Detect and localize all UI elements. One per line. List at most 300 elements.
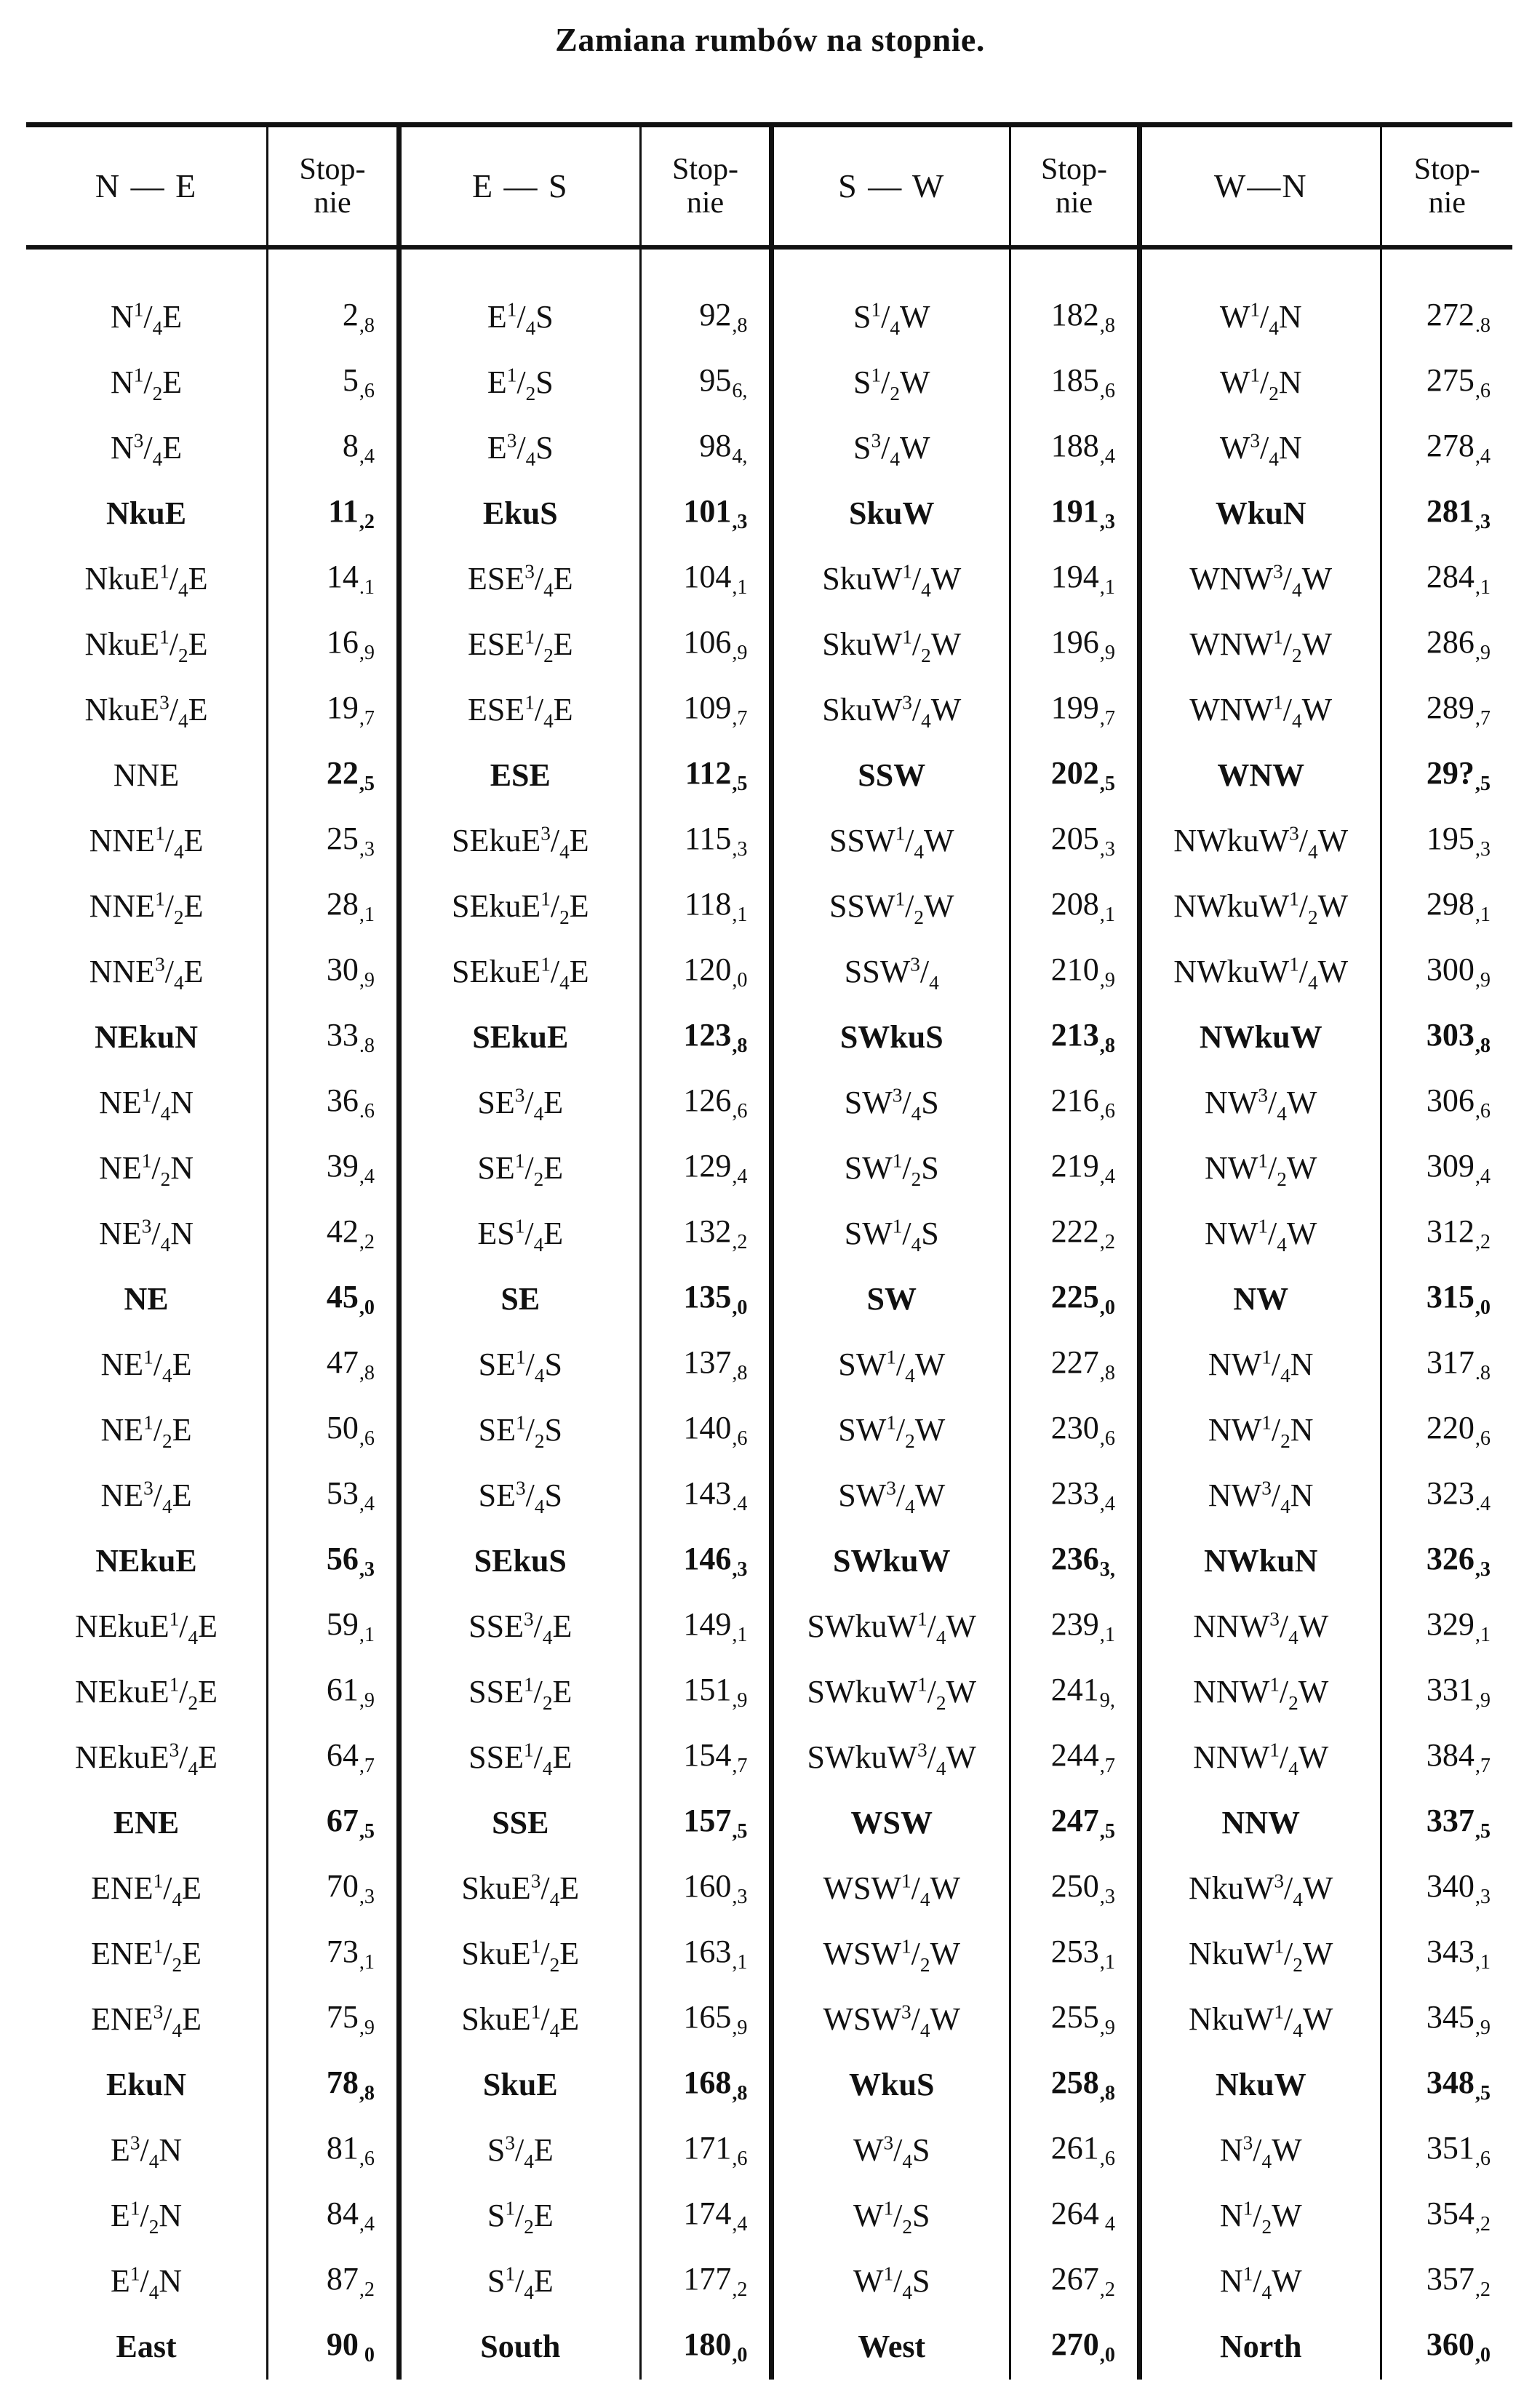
- degrees-cell: $191_{,3}$: [1010, 481, 1140, 546]
- degrees-cell: $143_{.4}$: [640, 1463, 772, 1528]
- degrees-cell: $163_{,1}$: [640, 1921, 772, 1987]
- degrees-cell: $101_{,3}$: [640, 481, 772, 546]
- header-degrees-2: Stop- nie: [640, 125, 772, 247]
- degrees-cell: $286_{,9}$: [1381, 612, 1512, 677]
- rhumb-cell: $NW^1/_2W$: [1139, 1136, 1381, 1201]
- degrees-cell: $343_{,1}$: [1381, 1921, 1512, 1987]
- degrees-cell: $45_{,0}$: [268, 1267, 399, 1332]
- rhumb-cell: NEkuE: [95, 1542, 197, 1579]
- rhumb-cell: NkuW: [1139, 2052, 1381, 2118]
- table-row: [26, 1267, 1512, 1332]
- rhumb-cell: $E^1/_4N$: [110, 2262, 183, 2303]
- table-row: [26, 808, 1512, 874]
- table-row: [26, 1528, 1512, 1594]
- rhumb-cell: $S^1/_4W$: [772, 247, 1010, 350]
- degrees-cell: $118_{,1}$: [640, 874, 772, 939]
- rhumb-cell: $SEkuE^3/_4E$: [399, 808, 640, 874]
- degrees-cell: $241_{9,}$: [1010, 1659, 1140, 1725]
- rhumb-cell: $E^3/_4N$: [110, 2131, 183, 2172]
- rhumb-cell: $NkuE^1/_4E$: [84, 559, 208, 601]
- rhumb-cell: NkuE: [106, 495, 187, 531]
- rhumb-cell: $SWkuW^1/_4W$: [772, 1594, 1010, 1659]
- degrees-cell: $261_{,6}$: [1010, 2118, 1140, 2183]
- degrees-cell: $278_{,4}$: [1381, 415, 1512, 481]
- table-row: [26, 2118, 1512, 2183]
- degrees-cell: $154_{,7}$: [640, 1725, 772, 1790]
- degrees-cell: $219_{,4}$: [1010, 1136, 1140, 1201]
- degrees-cell: $180_{,0}$: [640, 2314, 772, 2380]
- rhumb-cell: $S^3/_4E$: [399, 2118, 640, 2183]
- degrees-cell: $174_{,4}$: [640, 2183, 772, 2249]
- rhumb-to-degrees-table: [26, 122, 1512, 2380]
- degrees-cell: $236_{3,}$: [1010, 1528, 1140, 1594]
- rhumb-cell: $NkuE^1/_2E$: [84, 625, 208, 666]
- degrees-cell: $275_{,6}$: [1381, 350, 1512, 415]
- degrees-cell: $202_{,5}$: [1010, 743, 1140, 808]
- table-row: [26, 939, 1512, 1005]
- degrees-cell: $81_{,6}$: [268, 2118, 399, 2183]
- degrees-cell: $115_{,3}$: [640, 808, 772, 874]
- degrees-cell: $267_{,2}$: [1010, 2249, 1140, 2314]
- rhumb-cell: $SkuW^1/_4W$: [772, 546, 1010, 612]
- degrees-cell: $87_{,2}$: [268, 2249, 399, 2314]
- table-row: [26, 481, 1512, 546]
- header-degrees-1: Stop- nie: [268, 125, 399, 247]
- degrees-cell: $53_{,4}$: [268, 1463, 399, 1528]
- rhumb-cell: NEkuN: [95, 1018, 198, 1055]
- degrees-cell: $188_{,4}$: [1010, 415, 1140, 481]
- degrees-cell: $284_{,1}$: [1381, 546, 1512, 612]
- rhumb-cell: $ES^1/_4E$: [399, 1201, 640, 1267]
- degrees-cell: $244_{,7}$: [1010, 1725, 1140, 1790]
- degrees-cell: $289_{,7}$: [1381, 677, 1512, 743]
- rhumb-cell: East: [116, 2328, 177, 2364]
- rhumb-cell: $SkuE^3/_4E$: [399, 1856, 640, 1921]
- table-row: [26, 1856, 1512, 1921]
- degrees-cell: $357_{,2}$: [1381, 2249, 1512, 2314]
- degrees-cell: $194_{,1}$: [1010, 546, 1140, 612]
- degrees-cell: $309_{,4}$: [1381, 1136, 1512, 1201]
- rhumb-cell: $W^3/_4S$: [772, 2118, 1010, 2183]
- degrees-cell: $126_{,6}$: [640, 1070, 772, 1136]
- table-row: [26, 1397, 1512, 1463]
- rhumb-cell: $S^1/_4E$: [399, 2249, 640, 2314]
- rhumb-cell: $SSE^3/_4E$: [399, 1594, 640, 1659]
- rhumb-cell: $NNW^1/_4W$: [1139, 1725, 1381, 1790]
- header-rhumb-4: W—N: [1139, 125, 1381, 247]
- header-degrees-3: Stop- nie: [1010, 125, 1140, 247]
- rhumb-cell: $SSE^1/_4E$: [399, 1725, 640, 1790]
- rhumb-cell: NNW: [1139, 1790, 1381, 1856]
- degrees-cell: 264 $_4$: [1010, 2183, 1140, 2249]
- rhumb-cell: SkuW: [772, 481, 1010, 546]
- rhumb-cell: $NEkuE^3/_4E$: [75, 1738, 218, 1779]
- degrees-cell: $75_{,9}$: [268, 1987, 399, 2052]
- rhumb-cell: WSW: [772, 1790, 1010, 1856]
- degrees-cell: $185_{,6}$: [1010, 350, 1140, 415]
- degrees-cell: $326_{,3}$: [1381, 1528, 1512, 1594]
- rhumb-cell: SSW: [772, 743, 1010, 808]
- rhumb-cell: $NWkuW^3/_4W$: [1139, 808, 1381, 874]
- degrees-cell: $106_{,9}$: [640, 612, 772, 677]
- degrees-cell: $208_{,1}$: [1010, 874, 1140, 939]
- rhumb-cell: $SE^3/_4E$: [399, 1070, 640, 1136]
- table-row: [26, 1790, 1512, 1856]
- degrees-cell: $384_{,7}$: [1381, 1725, 1512, 1790]
- degrees-cell: $14_{.1}$: [268, 546, 399, 612]
- rhumb-cell: $NWkuW^1/_4W$: [1139, 939, 1381, 1005]
- rhumb-cell: $NE^3/_4N$: [99, 1214, 194, 1256]
- rhumb-cell: SkuE: [399, 2052, 640, 2118]
- rhumb-cell: $SkuW^3/_4W$: [772, 677, 1010, 743]
- degrees-cell: $56_{,3}$: [268, 1528, 399, 1594]
- rhumb-cell: $W^1/_4N$: [1139, 247, 1381, 350]
- rhumb-cell: $SW^1/_2W$: [772, 1397, 1010, 1463]
- table-row: [26, 874, 1512, 939]
- rhumb-cell: $NEkuE^1/_4E$: [75, 1607, 218, 1648]
- degrees-cell: $315_{,0}$: [1381, 1267, 1512, 1332]
- degrees-cell: $157_{,5}$: [640, 1790, 772, 1856]
- rhumb-cell: $ENE^1/_4E$: [91, 1869, 202, 1910]
- table-row: [26, 1594, 1512, 1659]
- rhumb-cell: $ESE^1/_2E$: [399, 612, 640, 677]
- degrees-cell: $123_{,8}$: [640, 1005, 772, 1070]
- degrees-cell: $132_{,2}$: [640, 1201, 772, 1267]
- degrees-cell: $222_{,2}$: [1010, 1201, 1140, 1267]
- rhumb-cell: $NWkuW^1/_2W$: [1139, 874, 1381, 939]
- degrees-cell: $205_{,3}$: [1010, 808, 1140, 874]
- degrees-cell: $345_{,9}$: [1381, 1987, 1512, 2052]
- degrees-cell: $30_{,9}$: [268, 939, 399, 1005]
- rhumb-cell: $WNW^3/_4W$: [1139, 546, 1381, 612]
- rhumb-cell: $WSW^1/_2W$: [772, 1921, 1010, 1987]
- degrees-cell: $11_{,2}$: [268, 481, 399, 546]
- degrees-cell: $39_{,4}$: [268, 1136, 399, 1201]
- table-row: [26, 247, 1512, 350]
- rhumb-cell: $W^1/_4S$: [772, 2249, 1010, 2314]
- degrees-cell: $258_{,8}$: [1010, 2052, 1140, 2118]
- degrees-cell: $340_{,3}$: [1381, 1856, 1512, 1921]
- rhumb-cell: $N^1/_2W$: [1139, 2183, 1381, 2249]
- rhumb-cell: $SE^1/_4S$: [399, 1332, 640, 1397]
- table-row: [26, 1201, 1512, 1267]
- rhumb-cell: $E^1/_2S$: [399, 350, 640, 415]
- degrees-cell: $281_{,3}$: [1381, 481, 1512, 546]
- rhumb-cell: $SE^1/_2S$: [399, 1397, 640, 1463]
- rhumb-cell: $SSW^3/_4$: [772, 939, 1010, 1005]
- degrees-cell: $306_{,6}$: [1381, 1070, 1512, 1136]
- degrees-cell: $73_{,1}$: [268, 1921, 399, 1987]
- degrees-cell: $303_{,8}$: [1381, 1005, 1512, 1070]
- rhumb-cell: $NkuW^1/_4W$: [1139, 1987, 1381, 2052]
- degrees-cell: $220_{,6}$: [1381, 1397, 1512, 1463]
- rhumb-cell: $NEkuE^1/_2E$: [75, 1672, 218, 1714]
- degrees-cell: $92_{,8}$: [640, 247, 772, 350]
- degrees-cell: $225_{,0}$: [1010, 1267, 1140, 1332]
- rhumb-cell: $SEkuE^1/_2E$: [399, 874, 640, 939]
- rhumb-cell: SW: [772, 1267, 1010, 1332]
- rhumb-cell: $NNE^3/_4E$: [89, 952, 204, 994]
- degrees-cell: $233_{,4}$: [1010, 1463, 1140, 1528]
- degrees-cell: $239_{,1}$: [1010, 1594, 1140, 1659]
- table-header: [26, 125, 1512, 247]
- rhumb-cell: $SW^1/_2S$: [772, 1136, 1010, 1201]
- rhumb-cell: $NE^1/_4N$: [99, 1083, 194, 1125]
- rhumb-cell: $N^1/_4W$: [1139, 2249, 1381, 2314]
- rhumb-cell: $NW^1/_4N$: [1139, 1332, 1381, 1397]
- rhumb-cell: $NkuE^3/_4E$: [84, 690, 208, 732]
- degrees-cell: $337_{,5}$: [1381, 1790, 1512, 1856]
- rhumb-cell: $NW^1/_4W$: [1139, 1201, 1381, 1267]
- rhumb-cell: $N^3/_4E$: [110, 428, 183, 470]
- table-row: [26, 2249, 1512, 2314]
- table-row: [26, 1987, 1512, 2052]
- rhumb-cell: $SE^1/_2E$: [399, 1136, 640, 1201]
- degrees-cell: $67_{,5}$: [268, 1790, 399, 1856]
- degrees-cell: $129_{,4}$: [640, 1136, 772, 1201]
- rhumb-cell: $NNE^1/_4E$: [89, 821, 204, 863]
- rhumb-cell: $W^1/_2N$: [1139, 350, 1381, 415]
- table-row: [26, 612, 1512, 677]
- degrees-cell: $250_{,3}$: [1010, 1856, 1140, 1921]
- degrees-cell: $42_{,2}$: [268, 1201, 399, 1267]
- rhumb-cell: $NE^1/_4E$: [100, 1345, 192, 1387]
- rhumb-cell: $SSW^1/_2W$: [772, 874, 1010, 939]
- rhumb-cell: $WSW^1/_4W$: [772, 1856, 1010, 1921]
- rhumb-cell: EkuS: [399, 481, 640, 546]
- degrees-cell: $195_{,3}$: [1381, 808, 1512, 874]
- degrees-cell: $28_{,1}$: [268, 874, 399, 939]
- degrees-cell: $109_{,7}$: [640, 677, 772, 743]
- rhumb-cell: ENE: [113, 1804, 180, 1840]
- rhumb-cell: $NNW^1/_2W$: [1139, 1659, 1381, 1725]
- table-row: [26, 1725, 1512, 1790]
- rhumb-cell: $SkuE^1/_4E$: [399, 1987, 640, 2052]
- rhumb-cell: $SW^3/_4S$: [772, 1070, 1010, 1136]
- rhumb-cell: $SW^1/_4W$: [772, 1332, 1010, 1397]
- rhumb-cell: SEkuE: [399, 1005, 640, 1070]
- rhumb-cell: WNW: [1139, 743, 1381, 808]
- rhumb-cell: SWkuS: [772, 1005, 1010, 1070]
- rhumb-cell: $SkuE^1/_2E$: [399, 1921, 640, 1987]
- rhumb-cell: SEkuS: [399, 1528, 640, 1594]
- rhumb-cell: West: [772, 2314, 1010, 2380]
- rhumb-cell: $SEkuE^1/_4E$: [399, 939, 640, 1005]
- degrees-cell: $348_{,5}$: [1381, 2052, 1512, 2118]
- rhumb-cell: $ESE^3/_4E$: [399, 546, 640, 612]
- degrees-cell: $22_{,5}$: [268, 743, 399, 808]
- table-row: [26, 677, 1512, 743]
- rhumb-cell: ESE: [399, 743, 640, 808]
- rhumb-cell: $W^3/_4N$: [1139, 415, 1381, 481]
- degrees-cell: $351_{,6}$: [1381, 2118, 1512, 2183]
- degrees-cell: $177_{,2}$: [640, 2249, 772, 2314]
- rhumb-cell: $ENE^1/_2E$: [91, 1934, 202, 1976]
- degrees-cell: $36_{.6}$: [268, 1070, 399, 1136]
- degrees-cell: $255_{,9}$: [1010, 1987, 1140, 2052]
- degrees-cell: $98_{4,}$: [640, 415, 772, 481]
- rhumb-cell: North: [1139, 2314, 1381, 2380]
- header-degrees-4: Stop- nie: [1381, 125, 1512, 247]
- degrees-cell: $149_{,1}$: [640, 1594, 772, 1659]
- rhumb-cell: $SkuW^1/_2W$: [772, 612, 1010, 677]
- rhumb-cell: $WNW^1/_4W$: [1139, 677, 1381, 743]
- table-row: [26, 1659, 1512, 1725]
- table-row: [26, 2052, 1512, 2118]
- table-row: [26, 1005, 1512, 1070]
- degrees-cell: $272_{.8}$: [1381, 247, 1512, 350]
- table-body: [26, 247, 1512, 2380]
- rhumb-cell: $NW^1/_2N$: [1139, 1397, 1381, 1463]
- degrees-cell: $331_{,9}$: [1381, 1659, 1512, 1725]
- degrees-cell: $182_{,8}$: [1010, 247, 1140, 350]
- rhumb-cell: $N^3/_4W$: [1139, 2118, 1381, 2183]
- rhumb-cell: NWkuW: [1139, 1005, 1381, 1070]
- degrees-cell: $165_{,9}$: [640, 1987, 772, 2052]
- rhumb-cell: SSE: [399, 1790, 640, 1856]
- degrees-cell: $5_{,6}$: [268, 350, 399, 415]
- degrees-cell: $2_{,8}$: [268, 247, 399, 350]
- degrees-cell: $230_{,6}$: [1010, 1397, 1140, 1463]
- rhumb-cell: $NkuW^1/_2W$: [1139, 1921, 1381, 1987]
- table-row: [26, 415, 1512, 481]
- degrees-cell: $329_{,1}$: [1381, 1594, 1512, 1659]
- degrees-cell: $120_{,0}$: [640, 939, 772, 1005]
- degrees-cell: $300_{,9}$: [1381, 939, 1512, 1005]
- degrees-cell: $59_{,1}$: [268, 1594, 399, 1659]
- degrees-cell: $216_{,6}$: [1010, 1070, 1140, 1136]
- degrees-cell: $151_{,9}$: [640, 1659, 772, 1725]
- table-row: [26, 1332, 1512, 1397]
- degrees-cell: $33_{.8}$: [268, 1005, 399, 1070]
- degrees-cell: $227_{,8}$: [1010, 1332, 1140, 1397]
- degrees-cell: $50_{,6}$: [268, 1397, 399, 1463]
- rhumb-cell: $SW^1/_4S$: [772, 1201, 1010, 1267]
- rhumb-cell: $S^1/_2W$: [772, 350, 1010, 415]
- degrees-cell: $70_{,3}$: [268, 1856, 399, 1921]
- degrees-cell: $312_{,2}$: [1381, 1201, 1512, 1267]
- degrees-cell: 90 $_0$: [268, 2314, 399, 2380]
- degrees-cell: $160_{,3}$: [640, 1856, 772, 1921]
- degrees-cell: $25_{,3}$: [268, 808, 399, 874]
- rhumb-cell: $E^1/_2N$: [110, 2196, 183, 2238]
- rhumb-cell: $SW^3/_4W$: [772, 1463, 1010, 1528]
- rhumb-cell: $W^1/_2S$: [772, 2183, 1010, 2249]
- rhumb-cell: WkuN: [1139, 481, 1381, 546]
- degrees-cell: $137_{,8}$: [640, 1332, 772, 1397]
- rhumb-cell: $ESE^1/_4E$: [399, 677, 640, 743]
- degrees-cell: $317_{.8}$: [1381, 1332, 1512, 1397]
- table-row: [26, 1136, 1512, 1201]
- rhumb-cell: $S^1/_2E$: [399, 2183, 640, 2249]
- degrees-cell: $140_{,6}$: [640, 1397, 772, 1463]
- degrees-cell: $78_{,8}$: [268, 2052, 399, 2118]
- degrees-cell: $354_{,2}$: [1381, 2183, 1512, 2249]
- degrees-cell: $247_{,5}$: [1010, 1790, 1140, 1856]
- rhumb-cell: $NE^3/_4E$: [100, 1476, 192, 1517]
- degrees-cell: $298_{,1}$: [1381, 874, 1512, 939]
- rhumb-cell: $SWkuW^3/_4W$: [772, 1725, 1010, 1790]
- table-row: [26, 2183, 1512, 2249]
- degrees-cell: $196_{,9}$: [1010, 612, 1140, 677]
- degrees-cell: $112_{,5}$: [640, 743, 772, 808]
- rhumb-cell: EkuN: [106, 2066, 187, 2102]
- degrees-cell: $61_{,9}$: [268, 1659, 399, 1725]
- degrees-cell: $47_{,8}$: [268, 1332, 399, 1397]
- rhumb-cell: NW: [1139, 1267, 1381, 1332]
- rhumb-cell: NNE: [113, 757, 180, 793]
- table-row: [26, 1070, 1512, 1136]
- rhumb-cell: SWkuW: [772, 1528, 1010, 1594]
- rhumb-cell: $E^1/_4S$: [399, 247, 640, 350]
- header-rhumb-3: S — W: [772, 125, 1010, 247]
- table-row: [26, 350, 1512, 415]
- rhumb-cell: NWkuN: [1139, 1528, 1381, 1594]
- rhumb-cell: $NkuW^3/_4W$: [1139, 1856, 1381, 1921]
- table-row: [26, 1921, 1512, 1987]
- table-row: [26, 743, 1512, 808]
- degrees-cell: $213_{,8}$: [1010, 1005, 1140, 1070]
- degrees-cell: $323_{.4}$: [1381, 1463, 1512, 1528]
- degrees-cell: $84_{,4}$: [268, 2183, 399, 2249]
- rhumb-cell: $S^3/_4W$: [772, 415, 1010, 481]
- rhumb-cell: $N^1/_2E$: [110, 363, 183, 404]
- degrees-cell: $171_{,6}$: [640, 2118, 772, 2183]
- degrees-cell: $210_{,9}$: [1010, 939, 1140, 1005]
- degrees-cell: $19_{,7}$: [268, 677, 399, 743]
- degrees-cell: $135_{,0}$: [640, 1267, 772, 1332]
- table-row: [26, 546, 1512, 612]
- rhumb-cell: $N^1/_4E$: [110, 298, 183, 339]
- header-rhumb-2: E — S: [399, 125, 640, 247]
- degrees-cell: $199_{,7}$: [1010, 677, 1140, 743]
- degrees-cell: $95_{6,}$: [640, 350, 772, 415]
- rhumb-cell: $E^3/_4S$: [399, 415, 640, 481]
- rhumb-cell: $NE^1/_2E$: [100, 1411, 192, 1452]
- degrees-cell: $29?_{,5}$: [1381, 743, 1512, 808]
- rhumb-cell: WkuS: [772, 2052, 1010, 2118]
- rhumb-cell: $NE^1/_2N$: [99, 1149, 194, 1190]
- header-rhumb-1: N — E: [26, 125, 268, 247]
- rhumb-cell: $NW^3/_4N$: [1139, 1463, 1381, 1528]
- table-row: [26, 1463, 1512, 1528]
- rhumb-cell: $SSW^1/_4W$: [772, 808, 1010, 874]
- rhumb-cell: $NW^3/_4W$: [1139, 1070, 1381, 1136]
- rhumb-cell: SE: [399, 1267, 640, 1332]
- page-title: Zamiana rumbów na stopnie.: [555, 21, 985, 58]
- rhumb-cell: $ENE^3/_4E$: [91, 2000, 202, 2041]
- rhumb-cell: $SWkuW^1/_2W$: [772, 1659, 1010, 1725]
- rhumb-cell: $WNW^1/_2W$: [1139, 612, 1381, 677]
- rhumb-cell: $WSW^3/_4W$: [772, 1987, 1010, 2052]
- degrees-cell: $104_{,1}$: [640, 546, 772, 612]
- degrees-cell: $270_{,0}$: [1010, 2314, 1140, 2380]
- rhumb-cell: $NNW^3/_4W$: [1139, 1594, 1381, 1659]
- degrees-cell: $360_{,0}$: [1381, 2314, 1512, 2380]
- degrees-cell: $168_{,8}$: [640, 2052, 772, 2118]
- degrees-cell: $8_{,4}$: [268, 415, 399, 481]
- table-row: [26, 2314, 1512, 2380]
- rhumb-cell: $SSE^1/_2E$: [399, 1659, 640, 1725]
- degrees-cell: $253_{,1}$: [1010, 1921, 1140, 1987]
- rhumb-cell: $NNE^1/_2E$: [89, 887, 204, 928]
- degrees-cell: $146_{,3}$: [640, 1528, 772, 1594]
- rhumb-cell: NE: [124, 1280, 169, 1317]
- rhumb-cell: $SE^3/_4S$: [399, 1463, 640, 1528]
- degrees-cell: $16_{,9}$: [268, 612, 399, 677]
- degrees-cell: $64_{,7}$: [268, 1725, 399, 1790]
- rhumb-cell: South: [399, 2314, 640, 2380]
